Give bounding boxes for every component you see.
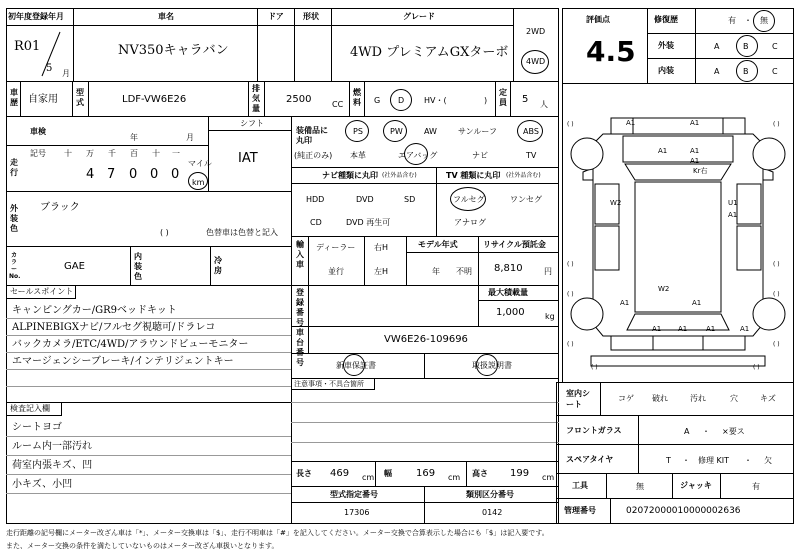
row2-div7	[364, 81, 365, 117]
diag-mark-15: A1	[740, 325, 750, 333]
diag-mark-13: A1	[706, 325, 716, 333]
navi-dvd: DVD	[356, 195, 374, 204]
first-reg-month: 5	[46, 63, 53, 74]
ext-a: A	[714, 42, 720, 51]
equip-abs-circle	[517, 120, 543, 142]
fuel-label: 燃料	[353, 88, 361, 107]
windshield-dot: ・	[702, 427, 710, 436]
inspector-label: 検査記入欄	[10, 404, 50, 413]
footer-line-2: また、メーター交換の条件を満たしていないものはメーター改ざん車扱いとなります。	[6, 542, 279, 550]
navi-label: ナビ種類に丸印	[322, 171, 378, 180]
import-left: 左H	[374, 267, 389, 276]
mileage-head-1: 万	[86, 149, 94, 158]
drive-4wd-circle	[521, 50, 549, 74]
imp-d3	[406, 236, 407, 286]
equip-aw: AW	[424, 127, 437, 136]
in-line4	[6, 493, 292, 494]
sales-points-label: セールスポイント	[10, 287, 74, 296]
inspection-month: 月	[186, 133, 194, 142]
header-label-line	[6, 8, 514, 26]
diag-mark-6: U1	[728, 199, 738, 207]
seat-label: 室内シート	[566, 389, 590, 409]
repair-no: 無	[760, 16, 768, 25]
interior-b-circle	[736, 60, 758, 82]
diag-mark-12: A1	[678, 325, 688, 333]
import-right: 右H	[374, 243, 389, 252]
sp-line3	[6, 352, 292, 353]
fuel-d: D	[398, 96, 405, 105]
fuel-d-circle	[390, 89, 412, 111]
seat-item-3: 穴	[730, 394, 738, 403]
diag-mark-8: W2	[658, 285, 670, 293]
mileage-digit-2: 0	[129, 167, 138, 182]
first-reg-era: R01	[14, 39, 41, 54]
height-cm: cm	[542, 473, 555, 482]
color-paren: ( )	[160, 228, 169, 237]
capacity-unit: 人	[540, 100, 548, 109]
svg-text:( ): ( )	[591, 364, 598, 371]
sp-line4	[6, 369, 292, 370]
length-cm: cm	[362, 473, 375, 482]
row2-div6	[349, 81, 350, 117]
svg-text:( ): ( )	[773, 341, 780, 348]
navi-cd: CD	[310, 218, 322, 227]
diag-mark-4: A1	[690, 157, 700, 165]
seat-item-4: キズ	[760, 394, 776, 403]
class-no-value: 0142	[482, 508, 503, 517]
equip-abs: ABS	[523, 127, 539, 136]
svg-text:( ): ( )	[773, 121, 780, 128]
mg-d	[610, 498, 611, 524]
shift-value: IAT	[238, 151, 258, 166]
inspection-label: 車検	[30, 127, 46, 136]
color-no-label: カラーNo.	[9, 252, 21, 280]
spare-dot1: ・	[682, 456, 690, 465]
new-warranty: 新車保証書	[336, 361, 376, 370]
int-a: A	[714, 67, 720, 76]
grade-label: グレード	[403, 12, 435, 21]
max-load-value: 1,000	[496, 307, 525, 318]
color-label: 外装色	[10, 204, 18, 233]
diag-mark-11: A1	[652, 325, 662, 333]
category: 自家用	[28, 94, 58, 105]
length-value: 469	[330, 468, 350, 479]
repair-no-circle	[753, 10, 775, 32]
mileage-label: 走行	[10, 158, 18, 177]
capacity-label: 定員	[499, 88, 507, 107]
mileage-digit-1: 7	[107, 167, 116, 182]
displacement: 2500	[286, 94, 312, 105]
svg-text:( ): ( )	[567, 341, 574, 348]
equipment-label: 装備品に丸印	[296, 126, 328, 145]
width-value: 169	[416, 468, 436, 479]
color-no-value: GAE	[64, 261, 85, 272]
displacement-label: 排気量	[252, 84, 260, 113]
in-line3	[6, 474, 292, 475]
ws-d	[638, 415, 639, 445]
mileage-sign-label: 記号	[30, 149, 46, 158]
seat-item-2: 汚れ	[690, 394, 706, 403]
tl-d2	[672, 473, 673, 499]
sales-point-3: エマージェンシーブレーキ/インテリジェントキー	[12, 356, 234, 367]
sales-point-0: キャンピングカー/GR9ベッドキット	[12, 305, 177, 316]
type-no-value: 17306	[344, 508, 370, 517]
spare-t: T	[666, 456, 671, 465]
inspector-line-1: ルーム内一部汚れ	[12, 441, 92, 452]
ext-b: B	[743, 42, 749, 51]
row2-div4	[248, 81, 249, 117]
model-year-unknown: 不明	[456, 267, 472, 276]
repair-label: 修復歴	[654, 15, 678, 24]
repair-yes: 有	[728, 16, 736, 25]
row2-div8	[495, 81, 496, 117]
drive-2wd: 2WD	[526, 27, 546, 36]
manual-circle	[476, 354, 498, 376]
recycle-yen: 円	[544, 267, 552, 276]
grade: 4WD プレミアムGXターボ	[350, 45, 509, 60]
int-c: C	[772, 67, 778, 76]
svg-text:( ): ( )	[567, 261, 574, 268]
fuel-hv: HV・(	[424, 96, 447, 105]
sales-point-1: ALPINEBIGXナビ/フルセグ視聴可/ドラレコ	[12, 322, 216, 333]
spare-kit: 修理 KIT	[698, 456, 730, 465]
equip-pw-circle	[383, 120, 407, 142]
mileage-head-3: 百	[130, 149, 138, 158]
footer-line-1: 走行距離の記号欄にメーター改ざん車は「*」、メーター交換車は「$」、走行不明車は「#」を記入してください。メーター交換で合算表示した場合にも「$」は記入要です。	[6, 529, 549, 537]
equip-ps: PS	[353, 127, 363, 136]
diag-mark-0: A1	[626, 119, 636, 127]
score-label: 評価点	[586, 15, 610, 24]
color-note: 色替車は色替と記入	[206, 228, 278, 237]
import-parallel: 並行	[328, 267, 344, 276]
tv-oneseg: ワンセグ	[510, 195, 542, 204]
car-name-label: 車名	[158, 12, 174, 21]
tv-sub: (社外品含む)	[506, 172, 541, 179]
nt-line2	[291, 422, 559, 423]
tv-fullseg-circle	[450, 187, 486, 211]
row2-div1	[20, 81, 21, 117]
seat-item-0: コゲ	[618, 394, 634, 403]
month-unit: 月	[62, 69, 70, 78]
import-dealer: ディーラー	[316, 243, 356, 252]
svg-text:( ): ( )	[567, 121, 574, 128]
max-load-kg: kg	[545, 312, 555, 321]
model-year-year: 年	[432, 267, 440, 276]
svg-text:( ): ( )	[753, 364, 760, 371]
sp-line2	[6, 335, 292, 336]
max-load-line	[478, 300, 559, 301]
tl-d1	[606, 473, 607, 499]
mileage-head-0: 十	[64, 149, 72, 158]
door-label: ドア	[268, 12, 284, 21]
interior-col	[130, 246, 131, 286]
equip-airbag-circle	[404, 143, 428, 165]
reg-d1	[308, 285, 309, 327]
import-label: 輸入車	[296, 240, 304, 269]
equip-sunroof: サンルーフ	[458, 127, 497, 136]
row2-div2	[72, 81, 73, 117]
diag-mark-1: A1	[690, 119, 700, 127]
diag-mark-5: W2	[610, 199, 622, 207]
equip-tv: TV	[526, 151, 537, 160]
sp-line1	[6, 318, 292, 319]
fuel-g: G	[374, 96, 381, 105]
seat-item-1: 破れ	[652, 394, 668, 403]
first-reg-label: 初年度登録年月	[8, 12, 64, 21]
interior-color-label: 内装色	[134, 252, 142, 281]
mileage-digit-0: 4	[86, 167, 95, 182]
car-name: NV350キャラバン	[118, 43, 229, 58]
sp-line5	[6, 386, 292, 387]
diag-mark-7: A1	[728, 211, 738, 219]
car-diagram	[563, 84, 793, 382]
tl-d3	[720, 473, 721, 499]
chassis-d1	[308, 326, 309, 354]
sales-point-2: バックカメラ/ETC/4WD/アラウンドビューモニター	[12, 339, 249, 350]
spare-label: スペアタイヤ	[566, 455, 614, 464]
max-load-label: 最大積載量	[488, 288, 528, 297]
mileage-head-5: 一	[172, 149, 180, 158]
imp-d2	[364, 236, 365, 286]
mileage-head-2: 千	[108, 149, 116, 158]
ext-c: C	[772, 42, 778, 51]
exterior-b-circle	[736, 35, 758, 57]
navi-hdd: HDD	[306, 195, 325, 204]
equipment-sub: (純正のみ)	[294, 151, 333, 160]
equip-leather: 本革	[350, 151, 366, 160]
diag-mark-9: A1	[620, 299, 630, 307]
exterior-label: 外装	[658, 41, 674, 50]
interior-eval-label: 内装	[658, 66, 674, 75]
chassis-value: VW6E26-109696	[384, 334, 468, 345]
width-cm: cm	[448, 473, 461, 482]
in-line2	[6, 455, 292, 456]
navi-dvd-play: DVD 再生可	[346, 218, 391, 227]
color-cell	[6, 191, 292, 247]
capacity: 5	[522, 94, 529, 105]
tv-label: TV 種類に丸印	[446, 171, 501, 180]
dim-d1	[375, 461, 376, 487]
row2-div5	[264, 81, 265, 117]
color-value: ブラック	[40, 202, 80, 213]
shift-label: シフト	[240, 119, 264, 128]
mileage-digit-3: 0	[150, 167, 159, 182]
tv-fullseg: フルセグ	[453, 195, 485, 204]
tools-value: 無	[636, 482, 644, 491]
jack-value: 有	[752, 482, 760, 491]
cc-unit: CC	[332, 100, 344, 109]
row2-div9	[510, 81, 511, 117]
repair-dot: ・	[744, 16, 752, 25]
int-b: B	[743, 67, 749, 76]
seat-d	[600, 382, 601, 416]
windshield-x: ×要ス	[722, 427, 745, 436]
recycle-value: 8,810	[494, 263, 523, 274]
inspector-line-3: 小キズ、小凹	[12, 479, 73, 490]
svg-text:( ): ( )	[773, 291, 780, 298]
svg-text:( ): ( )	[567, 291, 574, 298]
diag-mark-10: A1	[692, 299, 702, 307]
notes-label: 注意事項・不具合箇所	[294, 380, 364, 388]
height-value: 199	[510, 468, 530, 479]
class-no-label: 類別区分番号	[466, 490, 514, 499]
inspector-line-0: シートヨゴ	[12, 422, 62, 433]
imp-d4	[478, 236, 479, 286]
tv-analog: アナログ	[454, 218, 486, 227]
mileage-digit-4: 0	[171, 167, 180, 182]
model: LDF-VW6E26	[122, 94, 187, 105]
height-label: 高さ	[472, 469, 488, 478]
mileage-mile: マイル	[188, 159, 212, 168]
length-label: 長さ	[296, 469, 312, 478]
equip-ps-circle	[345, 120, 369, 142]
management-label: 管理番号	[564, 506, 596, 515]
tools-label: 工具	[572, 481, 588, 490]
nt-line1	[291, 402, 559, 403]
category-label: 車歴	[10, 88, 18, 107]
shift-line	[208, 130, 292, 131]
navi-sub: (社外品含む)	[382, 172, 417, 179]
chassis-label: 車台番号	[296, 328, 304, 367]
model-label: 型式	[76, 88, 84, 107]
nt-line3	[291, 442, 559, 443]
dim-d2	[466, 461, 467, 487]
score-value: 4.5	[586, 35, 636, 68]
inspection-year: 年	[130, 133, 138, 142]
diag-mark-3: A1	[690, 147, 700, 155]
cooler-label: 冷房	[214, 256, 222, 275]
mileage-head-4: 十	[152, 149, 160, 158]
registration-cell	[291, 285, 479, 327]
row2-div3	[88, 81, 89, 117]
fuel-close: )	[484, 96, 488, 105]
imp-line	[406, 252, 559, 253]
diag-mark-14: Kr右	[693, 167, 708, 175]
shape-label: 形状	[303, 12, 319, 21]
imp-d1	[308, 236, 309, 286]
navi-sd: SD	[404, 195, 416, 204]
equip-navi: ナビ	[472, 151, 488, 160]
model-year-label: モデル年式	[418, 240, 458, 249]
jack-label: ジャッキ	[680, 481, 712, 490]
drive-4wd: 4WD	[526, 57, 546, 66]
cooler-col	[210, 246, 211, 286]
windshield-label: フロントガラス	[566, 426, 622, 435]
recycle-label: リサイクル預託金	[483, 240, 546, 249]
width-label: 幅	[384, 469, 392, 478]
type-no-label: 型式指定番号	[330, 490, 378, 499]
spare-none: 欠	[764, 456, 772, 465]
manual: 取扱説明書	[472, 361, 512, 370]
mileage-km: km	[192, 178, 205, 187]
windshield-a: A	[684, 427, 690, 436]
equip-airbag: エアバッグ	[398, 151, 438, 160]
diag-mark-2: A1	[658, 147, 668, 155]
notes-cell	[291, 378, 559, 462]
color-no-cell	[6, 246, 292, 286]
warranty-circle	[343, 354, 365, 376]
sp-d	[638, 444, 639, 474]
in-line1	[6, 436, 292, 437]
svg-text:( ): ( )	[773, 261, 780, 268]
management-value: 02072000010000002636	[626, 506, 741, 516]
inspector-line-2: 荷室内張キズ、凹	[12, 460, 93, 471]
registration-label: 登録番号	[296, 288, 304, 327]
mileage-km-circle	[188, 172, 208, 190]
equip-pw: PW	[390, 127, 403, 136]
spare-dot2: ・	[744, 456, 752, 465]
